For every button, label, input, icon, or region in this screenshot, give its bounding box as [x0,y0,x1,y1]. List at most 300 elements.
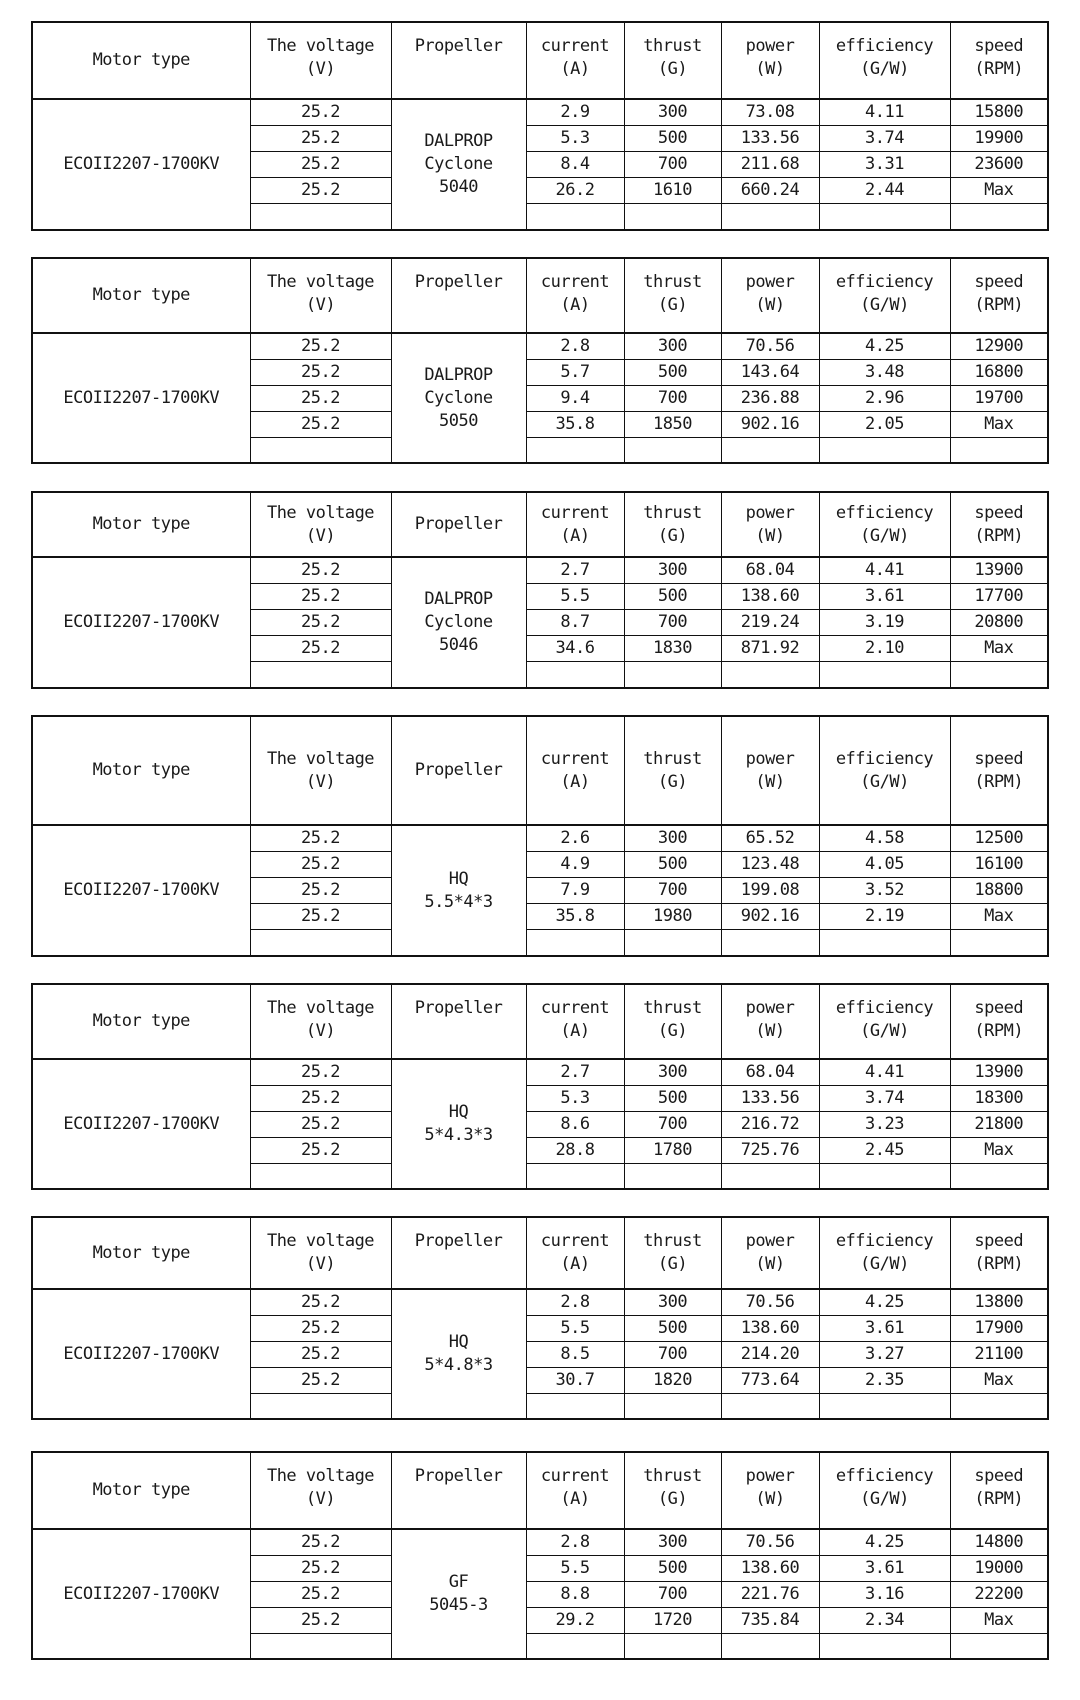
column-header [819,716,950,825]
power-cell: 221.76 [721,1581,819,1607]
voltage-cell: 25.2 [250,126,391,152]
header-row [32,716,1048,825]
speed-cell: 19900 [950,126,1048,152]
propeller-name-line: Cyclone [424,612,493,633]
power-cell [721,930,819,957]
efficiency-cell: 3.16 [819,1581,950,1607]
efficiency-cell: 3.74 [819,1085,950,1111]
thrust-cell [624,204,721,231]
column-header-line1: The voltage [266,36,375,56]
column-header [391,258,526,333]
column-header [950,22,1048,99]
column-header [950,984,1048,1059]
speed-cell: Max [950,1137,1048,1163]
column-header-line1: speed [974,502,1024,523]
column-header-line1: power [745,1231,795,1251]
column-header [391,716,526,825]
column-header [721,22,819,99]
efficiency-cell: 4.25 [819,1529,950,1555]
current-cell: 8.4 [526,152,624,178]
power-cell: 871.92 [721,636,819,662]
column-header-line1: power [745,998,795,1018]
efficiency-cell [819,437,950,463]
column-header-line1: current [540,748,610,769]
column-header-line1: Motor type [92,50,190,70]
current-cell: 2.8 [526,333,624,359]
thrust-cell: 700 [624,1341,721,1367]
voltage-cell [250,1633,391,1659]
propeller-name-line: HQ [448,1102,469,1123]
column-header-line2: (A) [560,771,590,792]
voltage-cell: 25.2 [250,1581,391,1607]
current-cell: 8.7 [526,610,624,636]
column-header-line1: thrust [643,748,702,769]
speed-cell [950,1633,1048,1659]
motor-type-cell: ECOII2207-1700KV [32,557,250,688]
column-header [32,1217,250,1289]
power-cell: 902.16 [721,904,819,930]
column-header-line2: (G/W) [860,295,909,315]
column-header-line1: power [745,1466,795,1486]
column-header-line2: (G/W) [860,1489,909,1509]
header-row [32,984,1048,1059]
current-cell: 28.8 [526,1137,624,1163]
voltage-cell: 25.2 [250,904,391,930]
efficiency-cell: 2.34 [819,1607,950,1633]
voltage-cell [250,1163,391,1189]
column-header [391,22,526,99]
propeller-name-line: 5.5*4*3 [424,891,493,912]
efficiency-cell: 3.27 [819,1341,950,1367]
thrust-cell [624,1393,721,1419]
motor-spec-table [31,983,1049,1190]
column-header [526,716,624,825]
efficiency-cell: 2.45 [819,1137,950,1163]
column-header-line2: (W) [755,295,785,315]
column-header [526,22,624,99]
current-cell [526,204,624,231]
column-header-line2: (G) [657,525,688,546]
column-header [250,258,391,333]
efficiency-cell: 3.48 [819,359,950,385]
table-row [32,825,1048,852]
current-cell: 8.5 [526,1341,624,1367]
column-header-line2: (G) [657,1489,688,1509]
power-cell: 199.08 [721,878,819,904]
speed-cell: 17700 [950,584,1048,610]
efficiency-cell [819,662,950,689]
thrust-cell [624,1633,721,1659]
efficiency-cell: 2.44 [819,178,950,204]
column-header-line1: Propeller [414,1231,503,1251]
current-cell: 2.8 [526,1529,624,1555]
column-header-line1: thrust [643,998,702,1018]
current-cell [526,1393,624,1419]
speed-cell: Max [950,904,1048,930]
column-header-line1: speed [974,748,1024,769]
speed-cell: Max [950,636,1048,662]
voltage-cell: 25.2 [250,1085,391,1111]
voltage-cell: 25.2 [250,852,391,878]
column-header [950,716,1048,825]
motor-spec-table [31,257,1049,464]
thrust-cell: 500 [624,852,721,878]
efficiency-cell: 3.61 [819,1555,950,1581]
voltage-cell: 25.2 [250,152,391,178]
column-header-line2: (G) [657,771,688,792]
column-header-line1: power [745,272,795,292]
speed-cell [950,662,1048,689]
column-header-line1: efficiency [835,748,934,769]
table-row [32,557,1048,584]
header-row [32,1452,1048,1529]
speed-cell: 13900 [950,1059,1048,1085]
column-header-line1: The voltage [266,1466,375,1486]
power-cell [721,662,819,689]
current-cell: 5.5 [526,584,624,610]
speed-cell: Max [950,178,1048,204]
propeller-name-line: 5046 [439,635,478,656]
propeller-name-line: 5045-3 [429,1595,488,1616]
current-cell: 8.8 [526,1581,624,1607]
column-header-line2: (RPM) [974,1489,1024,1509]
thrust-cell: 1820 [624,1367,721,1393]
column-header-line2: (A) [560,295,590,315]
power-cell: 660.24 [721,178,819,204]
column-header [721,492,819,557]
column-header-line1: Motor type [92,285,190,305]
efficiency-cell: 4.41 [819,1059,950,1085]
propeller-cell [391,1289,526,1419]
propeller-name-line: Cyclone [424,387,493,408]
thrust-cell: 300 [624,557,721,584]
current-cell: 9.4 [526,385,624,411]
thrust-cell: 300 [624,1059,721,1085]
column-header-line1: current [540,1466,610,1486]
motor-type-cell: ECOII2207-1700KV [32,1529,250,1659]
efficiency-cell [819,1633,950,1659]
column-header [250,1217,391,1289]
efficiency-cell: 2.10 [819,636,950,662]
current-cell: 29.2 [526,1607,624,1633]
header-row [32,258,1048,333]
column-header [721,258,819,333]
column-header [250,716,391,825]
thrust-cell: 300 [624,825,721,852]
column-header-line2: (A) [560,1254,590,1274]
efficiency-cell: 3.23 [819,1111,950,1137]
column-header [950,492,1048,557]
column-header-line1: thrust [643,502,702,523]
thrust-cell: 300 [624,1289,721,1315]
column-header-line2: (V) [305,295,336,315]
power-cell: 735.84 [721,1607,819,1633]
voltage-cell [250,1393,391,1419]
column-header-line1: Motor type [92,514,190,534]
column-header-line2: (G/W) [860,1021,909,1041]
power-cell [721,437,819,463]
propeller-cell [391,333,526,463]
column-header-line1: efficiency [835,272,934,292]
power-cell: 219.24 [721,610,819,636]
column-header [624,984,721,1059]
column-header [950,258,1048,333]
voltage-cell: 25.2 [250,385,391,411]
current-cell: 8.6 [526,1111,624,1137]
efficiency-cell: 2.05 [819,411,950,437]
thrust-cell: 300 [624,99,721,126]
column-header [624,22,721,99]
efficiency-cell [819,1163,950,1189]
current-cell: 35.8 [526,904,624,930]
column-header-line2: (V) [305,1021,336,1041]
current-cell: 7.9 [526,878,624,904]
efficiency-cell: 3.61 [819,1315,950,1341]
column-header-line1: efficiency [835,1231,934,1251]
current-cell: 5.3 [526,1085,624,1111]
voltage-cell: 25.2 [250,636,391,662]
power-cell [721,204,819,231]
voltage-cell [250,930,391,957]
propeller-name-line: 5040 [439,177,478,198]
propeller-cell [391,1059,526,1189]
power-cell: 73.08 [721,99,819,126]
column-header [819,22,950,99]
column-header-line1: speed [974,1231,1024,1251]
column-header [819,492,950,557]
column-header [391,984,526,1059]
column-header [391,492,526,557]
thrust-cell: 700 [624,878,721,904]
column-header-line1: Motor type [92,1011,190,1031]
efficiency-cell: 4.11 [819,99,950,126]
voltage-cell: 25.2 [250,411,391,437]
voltage-cell: 25.2 [250,1555,391,1581]
column-header-line1: current [540,36,610,56]
power-cell: 133.56 [721,126,819,152]
voltage-cell: 25.2 [250,610,391,636]
column-header-line2: (W) [755,59,785,79]
power-cell: 68.04 [721,1059,819,1085]
voltage-cell: 25.2 [250,359,391,385]
column-header [250,492,391,557]
column-header-line2: (RPM) [974,295,1024,315]
column-header [250,984,391,1059]
thrust-cell: 500 [624,1315,721,1341]
speed-cell: Max [950,1367,1048,1393]
thrust-cell: 700 [624,385,721,411]
column-header [950,1217,1048,1289]
column-header-line1: current [540,272,610,292]
power-cell: 138.60 [721,1315,819,1341]
column-header [624,716,721,825]
thrust-cell: 1850 [624,411,721,437]
header-row [32,492,1048,557]
efficiency-cell [819,930,950,957]
motor-spec-table [31,21,1049,231]
thrust-cell [624,662,721,689]
column-header-line2: (G/W) [860,771,909,792]
current-cell: 2.8 [526,1289,624,1315]
thrust-cell: 1830 [624,636,721,662]
power-cell: 123.48 [721,852,819,878]
current-cell: 2.7 [526,557,624,584]
power-cell: 70.56 [721,333,819,359]
speed-cell [950,204,1048,231]
power-cell: 143.64 [721,359,819,385]
speed-cell: 18800 [950,878,1048,904]
column-header-line2: (G/W) [860,525,909,546]
column-header [721,1217,819,1289]
voltage-cell: 25.2 [250,557,391,584]
column-header-line2: (W) [755,1254,785,1274]
column-header [32,258,250,333]
column-header-line1: Motor type [92,1242,190,1263]
power-cell: 138.60 [721,584,819,610]
current-cell: 34.6 [526,636,624,662]
speed-cell: 12500 [950,825,1048,852]
power-cell [721,1163,819,1189]
power-cell: 70.56 [721,1289,819,1315]
thrust-cell: 500 [624,584,721,610]
column-header-line1: thrust [643,36,702,56]
column-header [624,258,721,333]
power-cell: 211.68 [721,152,819,178]
propeller-name-line: 5*4.3*3 [424,1125,493,1146]
column-header-line1: power [745,502,795,523]
speed-cell: 16800 [950,359,1048,385]
propeller-name-line: 5*4.8*3 [424,1355,493,1376]
column-header-line2: (G) [657,295,688,315]
column-header-line1: efficiency [835,1466,934,1486]
thrust-cell [624,1163,721,1189]
column-header-line2: (RPM) [974,1021,1024,1041]
power-cell: 236.88 [721,385,819,411]
column-header-line2: (RPM) [974,525,1024,546]
current-cell: 5.5 [526,1555,624,1581]
voltage-cell: 25.2 [250,1137,391,1163]
voltage-cell [250,662,391,689]
efficiency-cell: 4.41 [819,557,950,584]
power-cell: 216.72 [721,1111,819,1137]
propeller-name-line: DALPROP [424,364,493,385]
speed-cell: 20800 [950,610,1048,636]
efficiency-cell [819,1393,950,1419]
column-header-line1: current [540,998,610,1018]
current-cell: 26.2 [526,178,624,204]
thrust-cell: 1720 [624,1607,721,1633]
column-header-line2: (RPM) [974,771,1024,792]
motor-spec-table [31,715,1049,957]
column-header-line1: Propeller [414,760,503,780]
propeller-cell [391,825,526,956]
column-header-line2: (W) [755,1489,785,1509]
voltage-cell: 25.2 [250,333,391,359]
thrust-cell: 700 [624,152,721,178]
column-header-line2: (V) [305,1254,336,1274]
column-header-line2: (V) [305,1489,336,1509]
efficiency-cell: 3.61 [819,584,950,610]
column-header [250,1452,391,1529]
propeller-cell [391,1529,526,1659]
thrust-cell: 500 [624,1555,721,1581]
column-header [526,258,624,333]
column-header-line2: (W) [755,525,785,546]
thrust-cell: 1980 [624,904,721,930]
column-header [526,1217,624,1289]
column-header-line2: (G/W) [860,1254,909,1274]
speed-cell: 19700 [950,385,1048,411]
current-cell: 35.8 [526,411,624,437]
column-header-line2: (RPM) [974,59,1024,79]
voltage-cell: 25.2 [250,1315,391,1341]
voltage-cell: 25.2 [250,878,391,904]
column-header [819,1217,950,1289]
column-header-line2: (V) [305,525,336,546]
speed-cell: 16100 [950,852,1048,878]
speed-cell: 18300 [950,1085,1048,1111]
current-cell: 5.3 [526,126,624,152]
column-header [526,492,624,557]
power-cell: 902.16 [721,411,819,437]
column-header [526,984,624,1059]
column-header [624,492,721,557]
current-cell: 5.5 [526,1315,624,1341]
column-header-line2: (RPM) [974,1254,1024,1274]
current-cell [526,662,624,689]
column-header-line1: The voltage [266,272,375,292]
current-cell [526,930,624,957]
current-cell [526,1633,624,1659]
column-header-line2: (A) [560,1489,590,1509]
speed-cell: 15800 [950,99,1048,126]
column-header [391,1452,526,1529]
current-cell [526,1163,624,1189]
column-header-line1: Propeller [414,1466,503,1486]
column-header [624,1217,721,1289]
header-row [32,22,1048,99]
speed-cell: 17900 [950,1315,1048,1341]
speed-cell: 14800 [950,1529,1048,1555]
propeller-name-line: GF [448,1572,469,1593]
table-row [32,333,1048,359]
voltage-cell: 25.2 [250,825,391,852]
column-header [721,1452,819,1529]
efficiency-cell: 2.35 [819,1367,950,1393]
power-cell: 725.76 [721,1137,819,1163]
efficiency-cell [819,204,950,231]
column-header [391,1217,526,1289]
speed-cell: 21100 [950,1341,1048,1367]
voltage-cell: 25.2 [250,584,391,610]
column-header-line1: Propeller [414,998,503,1018]
propeller-name-line: HQ [448,1332,469,1353]
efficiency-cell: 4.25 [819,1289,950,1315]
column-header-line1: efficiency [835,998,934,1018]
column-header-line2: (A) [560,59,590,79]
current-cell: 30.7 [526,1367,624,1393]
efficiency-cell: 2.19 [819,904,950,930]
efficiency-cell: 4.05 [819,852,950,878]
column-header-line1: Propeller [414,272,503,292]
column-header [721,716,819,825]
column-header-line1: The voltage [266,502,375,523]
efficiency-cell: 3.19 [819,610,950,636]
motor-spec-table [31,491,1049,689]
speed-cell [950,1163,1048,1189]
column-header [32,716,250,825]
propeller-name-line: DALPROP [424,131,493,152]
